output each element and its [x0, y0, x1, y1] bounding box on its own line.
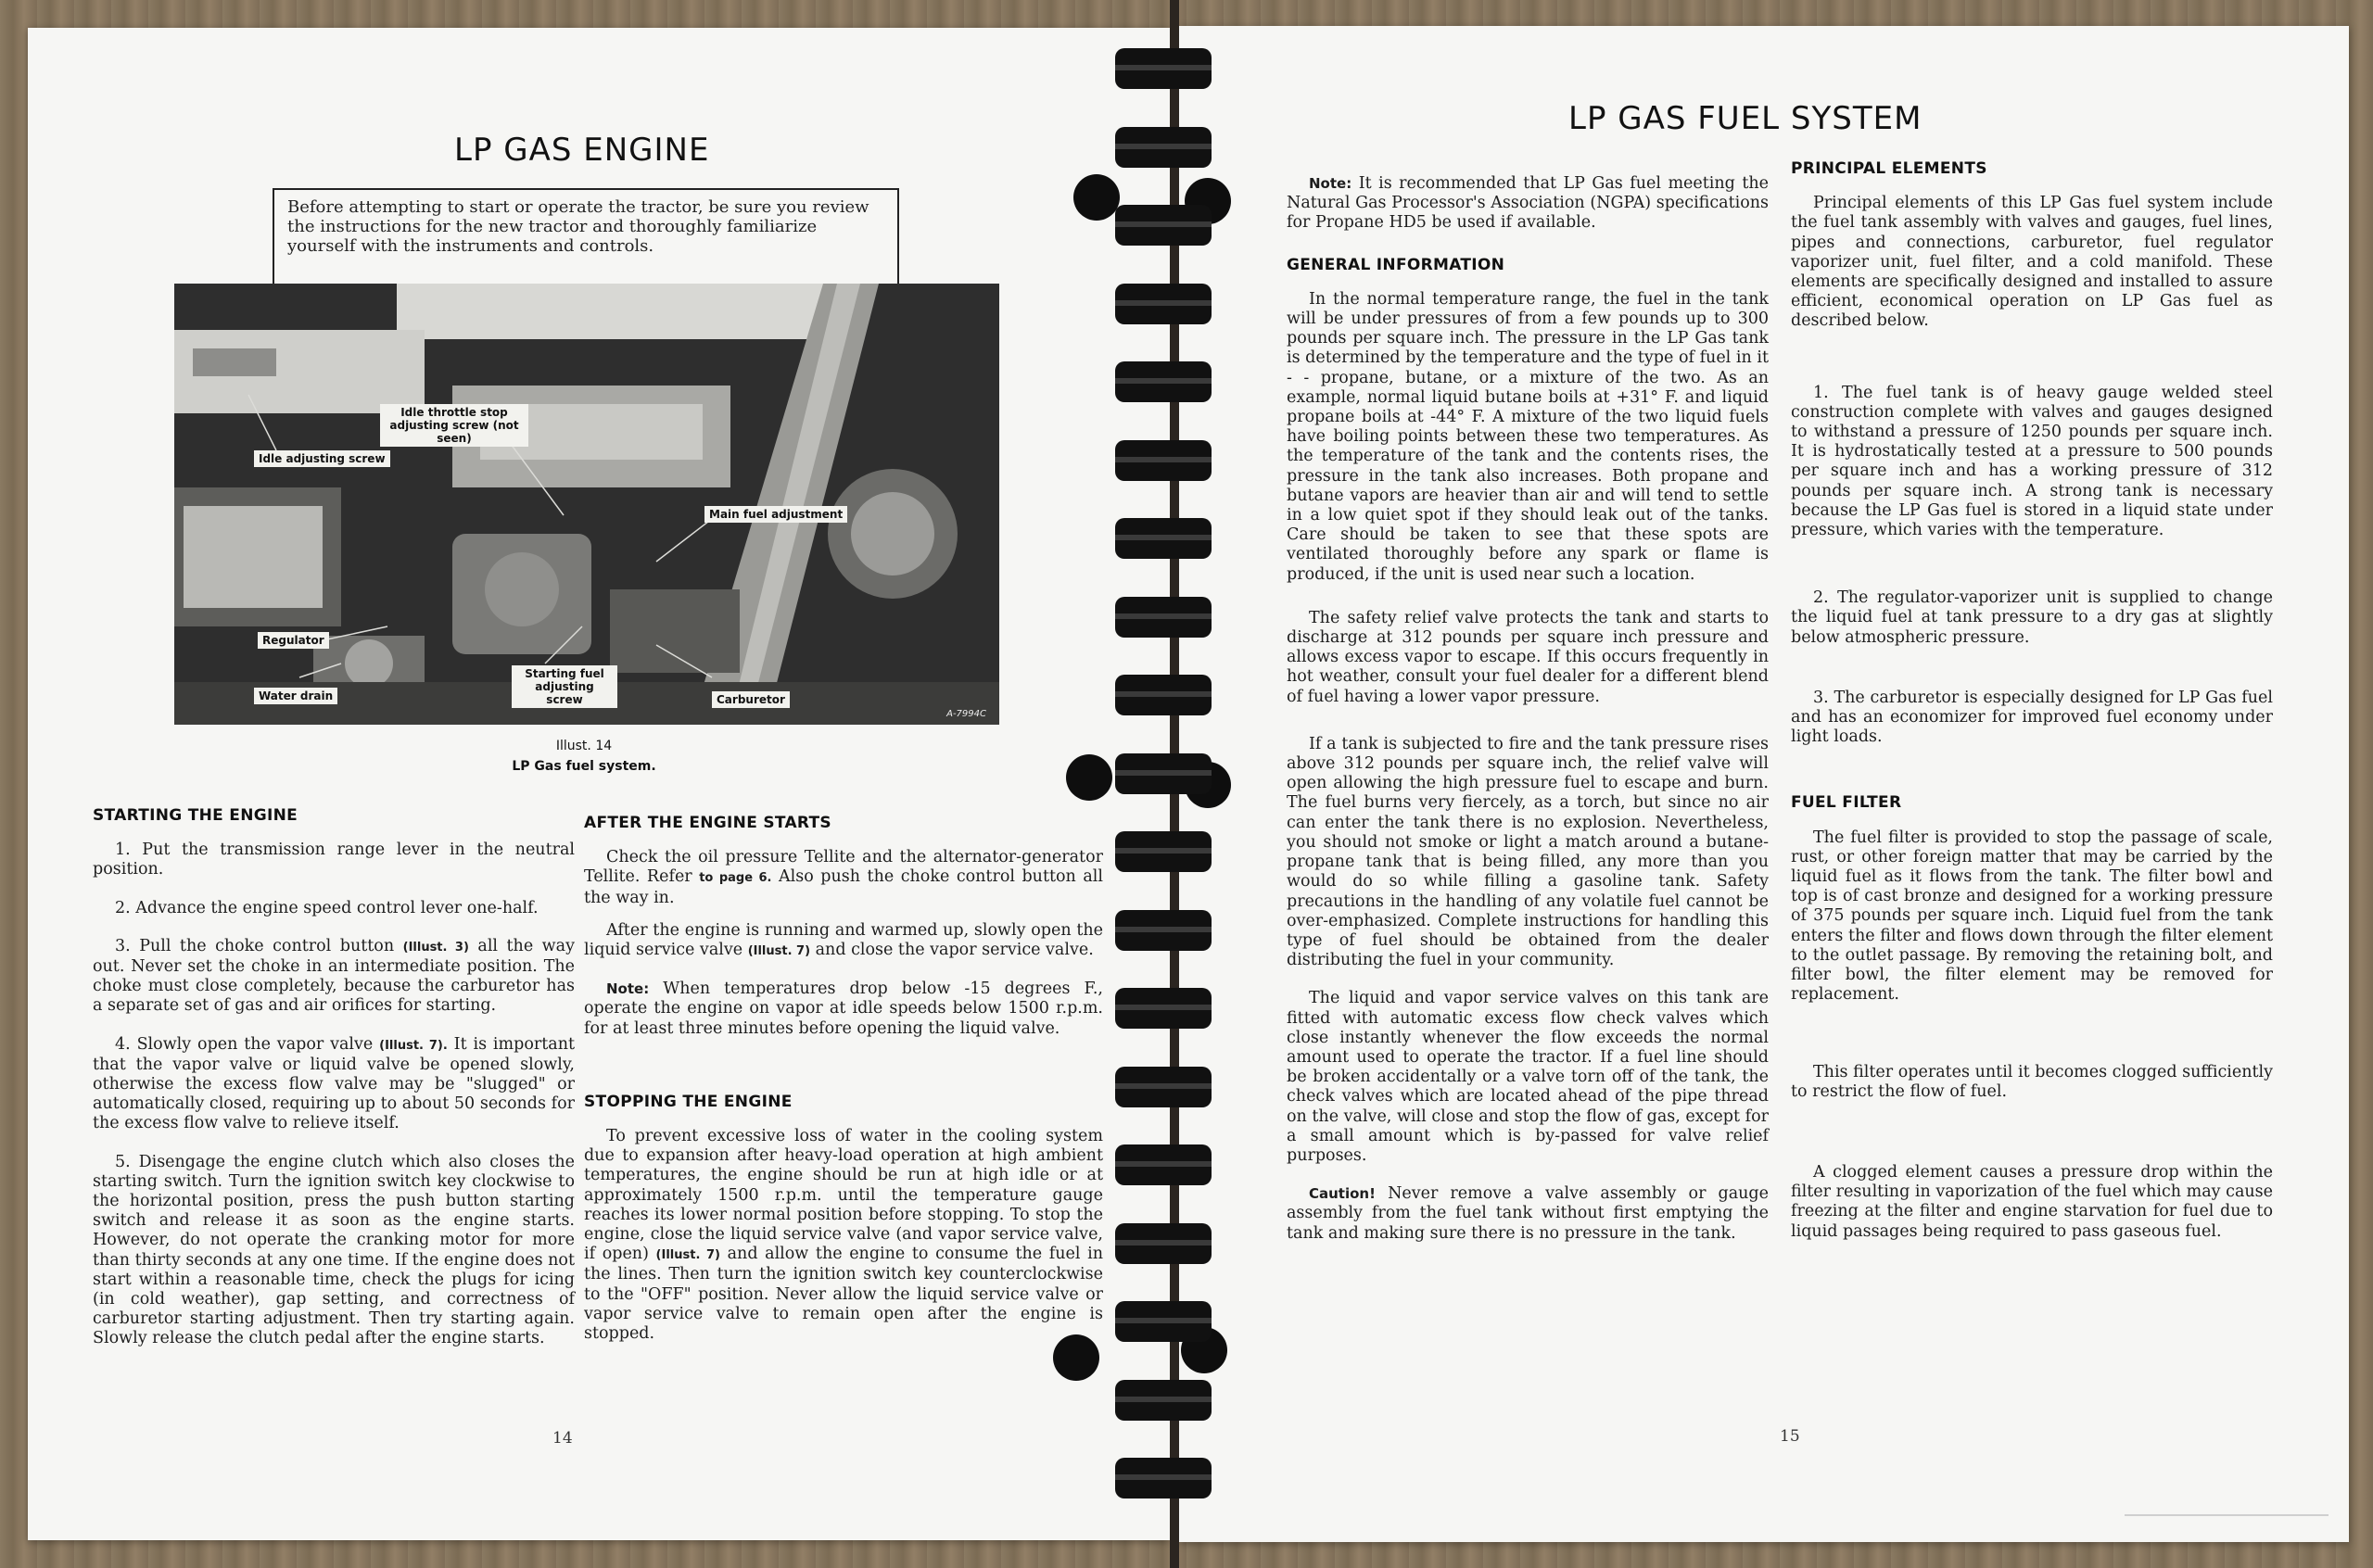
- left-page: [28, 28, 1170, 1540]
- principal-p4: 3. The carburetor is especially designed for LP Gas fuel and has an economizer for improved fuel economy under light loads.: [1791, 688, 2273, 747]
- temperature-note: [584, 980, 1103, 1039]
- step-3-text-a: 3. Pull the choke control button: [115, 936, 395, 955]
- spiral-ring: [1115, 284, 1212, 324]
- spiral-ring: [1115, 440, 1212, 481]
- general-heading: GENERAL INFORMATION: [1287, 255, 1505, 274]
- starting-heading: STARTING THE ENGINE: [93, 806, 298, 825]
- callout-regulator: Regulator: [258, 632, 329, 649]
- spiral-ring: [1115, 1144, 1212, 1185]
- callout-water-drain: Water drain: [254, 688, 337, 704]
- starting-step-4: [93, 1035, 575, 1134]
- starting-step-2: 2. Advance the engine speed control lever one-half.: [115, 898, 539, 917]
- spiral-ring: [1115, 1458, 1212, 1498]
- after-start-p1: [584, 848, 1103, 908]
- note-lead: Note:: [606, 980, 650, 998]
- note-lead: Note:: [1309, 175, 1352, 192]
- notice-box: [273, 188, 899, 290]
- filter-p3: A clogged element causes a pressure drop within the filter resulting in vaporization of the fuel which may cause freezing at the filter and engine starvation for fuel due to liquid passages being required to pass gaseous fuel.: [1791, 1162, 2273, 1241]
- starting-step-5: 5. Disengage the engine clutch which also closes the starting switch. Turn the ignition switch key clockwise to the horizontal position, press the push button starting switch and release it as soon as the engine starts. However, do not operate the cranking motor for more than thirty seconds at any one time. If the engine does not start within a reasonable time, check the plugs for icing (in cold weather), gap setting, and correctness of carburetor starting adjustment. Then try starting again. Slowly release the clutch pedal after the engine starts.: [93, 1152, 575, 1348]
- after-start-heading: AFTER THE ENGINE STARTS: [584, 814, 831, 832]
- step-3-text-b: all the way out. Never set the choke in an intermediate position. The choke must close completely, because the carburetor has a separate set of gas and air orifices for starting.: [93, 936, 575, 1016]
- step-4-text-b: It is important that the vapor valve or liquid valve be opened slowly, otherwise the excess flow valve may be "slugged" or automatically closed, requiring up to about 50 seconds for the excess flow valve to relieve itself.: [93, 1034, 575, 1133]
- principal-p1: Principal elements of this LP Gas fuel system include the fuel tank assembly with valves and gauges, fuel lines, pipes and connections, carburetor, fuel regulator vaporizer unit, fuel filter, and a cold manifold. These elements are specifically designed and installed to assure efficient, economical operation on LP Gas fuel as described below.: [1791, 194, 2273, 331]
- stopping-text-a: To prevent excessive loss of water in the cooling system due to expansion after heavy-load operation at high ambient temperatures, the engine should be run at high idle or at approximately 1500 r.p.m. until the temperature gauge reaches its lower normal position before stopping. To stop the engine, close the liquid service valve (and vapor service valve, if open): [584, 1127, 1103, 1264]
- caption-number: Illust. 14: [555, 739, 613, 753]
- caution-lead: Caution!: [1309, 1185, 1376, 1203]
- caption-title: LP Gas fuel system.: [512, 759, 656, 774]
- note-text: It is recommended that LP Gas fuel meeting the Natural Gas Processor's Association (NGPA) specifications for Propane HD5 be used if available.: [1287, 174, 1769, 233]
- callout-starting-fuel-screw: Starting fuel adjusting screw: [512, 665, 617, 708]
- binding-hole: [1053, 1334, 1099, 1381]
- right-page: [1179, 26, 2349, 1542]
- spiral-ring: [1115, 48, 1212, 89]
- after-p1-text-b: Also push the choke control button all the way in.: [584, 867, 1103, 907]
- fuel-filter-heading: FUEL FILTER: [1791, 793, 1902, 813]
- filter-p1: The fuel filter is provided to stop the passage of scale, rust, or other foreign matter that may be carried by the liquid fuel as it flows from the tank. The filter bowl and top is of cast bronze and designed for a working pressure of 375 pounds per square inch. Liquid fuel from the tank enters the filter and flows down through the filter element to the outlet passage. By removing the retaining bolt, and filter bowl, the filter element may be removed for replacement.: [1791, 828, 2273, 1005]
- callout-idle-throttle-stop: Idle throttle stop adjusting screw (not seen): [380, 404, 528, 447]
- callout-main-fuel-adjustment: Main fuel adjustment: [704, 506, 847, 523]
- spiral-ring: [1115, 1380, 1212, 1421]
- callout-idle-adjusting-screw: Idle adjusting screw: [254, 450, 390, 467]
- after-start-p2: [584, 921, 1103, 961]
- spiral-ring: [1115, 831, 1212, 872]
- starting-column: [93, 806, 575, 1368]
- engine-illustration: [174, 284, 999, 725]
- page-number-right: 15: [1780, 1427, 1800, 1446]
- caution-text: Never remove a valve assembly or gauge assembly from the fuel tank without first emptying the tank and making sure there is no pressure in the tank.: [1287, 1184, 1769, 1243]
- principal-p3: 2. The regulator-vaporizer unit is supplied to change the liquid fuel at tank pressure to a dry gas at slightly below atmospheric pressure.: [1791, 588, 2273, 647]
- principal-column: [1791, 159, 2273, 1260]
- engine-photo: [174, 284, 999, 725]
- spiral-ring: [1115, 1067, 1212, 1107]
- right-page-title: LP GAS FUEL SYSTEM: [1568, 100, 1923, 137]
- general-p2: The safety relief valve protects the tank and starts to discharge at 312 pounds per square inch pressure and allows excess vapor to escape. If this occurs frequently in hot weather, consult your fuel dealer for a different blend of fuel having a lower vapor pressure.: [1287, 608, 1769, 706]
- page-number-left: 14: [552, 1429, 573, 1448]
- filter-p2: This filter operates until it becomes clogged sufficiently to restrict the flow of fuel.: [1791, 1062, 2273, 1101]
- after-p2-text-b: and close the vapor service valve.: [815, 941, 1094, 960]
- notice-text: Before attempting to start or operate the tractor, be sure you review the instructions for the new tractor and thoroughly familiarize yourself with the instruments and controls.: [287, 197, 869, 256]
- after-start-column: [584, 814, 1103, 1362]
- starting-step-1: 1. Put the transmission range lever in the neutral position.: [93, 841, 575, 879]
- stopping-ref: (Illust. 7): [655, 1248, 720, 1263]
- spiral-ring: [1115, 597, 1212, 638]
- step-4-ref: (Illust. 7).: [379, 1038, 448, 1053]
- page-edge-rule: [2125, 1514, 2329, 1516]
- after-p2-ref: (Illust. 7): [747, 944, 811, 959]
- spiral-ring: [1115, 518, 1212, 559]
- stopping-p1: [584, 1127, 1103, 1344]
- spiral-ring: [1115, 361, 1212, 402]
- binding-hole: [1066, 754, 1112, 801]
- general-p3: If a tank is subjected to fire and the tank pressure rises above 312 pounds per square inch, the relief valve will open allowing the high pressure fuel to escape and burn. The fuel burns very fiercely, as a torch, but since no air can enter the tank there is no explosion. Nevertheless, you should not smoke or light a match around a butane-propane tank that is being filled, any more than you would do so while filling a gasoline tank. Safety precautions in the handling of any volatile fuel cannot be over-emphasized. Complete instructions for handling this type of fuel should be obtained from the dealer distributing the fuel in your community.: [1287, 734, 1769, 970]
- general-column: [1287, 174, 1769, 1262]
- spiral-ring: [1115, 1223, 1212, 1264]
- propane-note: [1287, 174, 1769, 234]
- general-p1: In the normal temperature range, the fuel in the tank will be under pressures of from a few pounds up to 300 pounds per square inch. The pressure in the LP Gas tank is determined by the temperature and the type of fuel in it - - propane, butane, or a mixture of the two. As an example, normal liquid butane boils at +31° F. and liquid propane boils at -44° F. A mixture of the two liquid fuels have boiling points between these two temperatures. As the temperature of the tank and the contents rises, the pressure in the tank also increases. Both propane and butane vapors are heavier than air and will tend to settle in a low quiet spot if they should leak out of the tanks. Care should be taken to see that these spots are ventilated thoroughly before any spark or flame is produced, if the unit is used near such a location.: [1287, 289, 1769, 584]
- starting-step-3: [93, 937, 575, 1017]
- spiral-ring: [1115, 205, 1212, 246]
- caution-paragraph: [1287, 1184, 1769, 1244]
- principal-heading: PRINCIPAL ELEMENTS: [1791, 159, 1987, 178]
- after-p2-text-a: After the engine is running and warmed up, slowly open the liquid service valve: [584, 920, 1103, 960]
- step-4-text-a: 4. Slowly open the vapor valve: [115, 1034, 374, 1054]
- after-p1-text-a: Check the oil pressure Tellite and the alternator-generator Tellite. Refer: [584, 848, 1103, 887]
- spiral-ring: [1115, 988, 1212, 1029]
- spiral-ring: [1115, 1301, 1212, 1342]
- note-text: When temperatures drop below -15 degrees F., operate the engine on vapor at idle speeds below 1500 r.p.m. for at least three minutes before opening the liquid valve.: [584, 980, 1103, 1038]
- spiral-ring: [1115, 675, 1212, 715]
- spiral-ring: [1115, 127, 1212, 168]
- spiral-ring: [1115, 753, 1212, 794]
- left-page-title: LP GAS ENGINE: [454, 132, 710, 169]
- photo-code: A-7994C: [946, 709, 986, 719]
- principal-p2: 1. The fuel tank is of heavy gauge welded steel construction complete with valves and gauges designed to withstand a pressure of 1250 pounds per square inch. It is hydrostatically tested at a pressure to 500 pounds per square inch and has a working pressure of 312 pounds per square inch. A strong tank is necessary because the LP Gas fuel is stored in a liquid state under pressure, which varies with the temperature.: [1791, 383, 2273, 540]
- after-p1-ref: to page 6.: [699, 871, 772, 886]
- general-p4: The liquid and vapor service valves on this tank are fitted with automatic excess flow check valves which close instantly whenever the flow exceeds the normal amount used to operate the tractor. If a fuel line should be broken accidentally or a valve torn off of the tank, the check valves which are located ahead of the pipe thread on the valve, will close and stop the flow of gas, except for a small amount which is by-passed for valve relief purposes.: [1287, 989, 1769, 1165]
- callout-carburetor: Carburetor: [712, 691, 790, 708]
- stopping-text-b: and allow the engine to consume the fuel in the lines. Then turn the ignition switch key counterclockwise to the "OFF" position. Never allow the liquid service valve or vapor service valve to remain open after the engine is stopped.: [584, 1245, 1103, 1344]
- binding-hole: [1073, 174, 1120, 221]
- stopping-heading: STOPPING THE ENGINE: [584, 1092, 793, 1111]
- step-3-ref: (Illust. 3): [402, 940, 469, 955]
- spiral-ring: [1115, 910, 1212, 951]
- illustration-caption: [399, 736, 769, 777]
